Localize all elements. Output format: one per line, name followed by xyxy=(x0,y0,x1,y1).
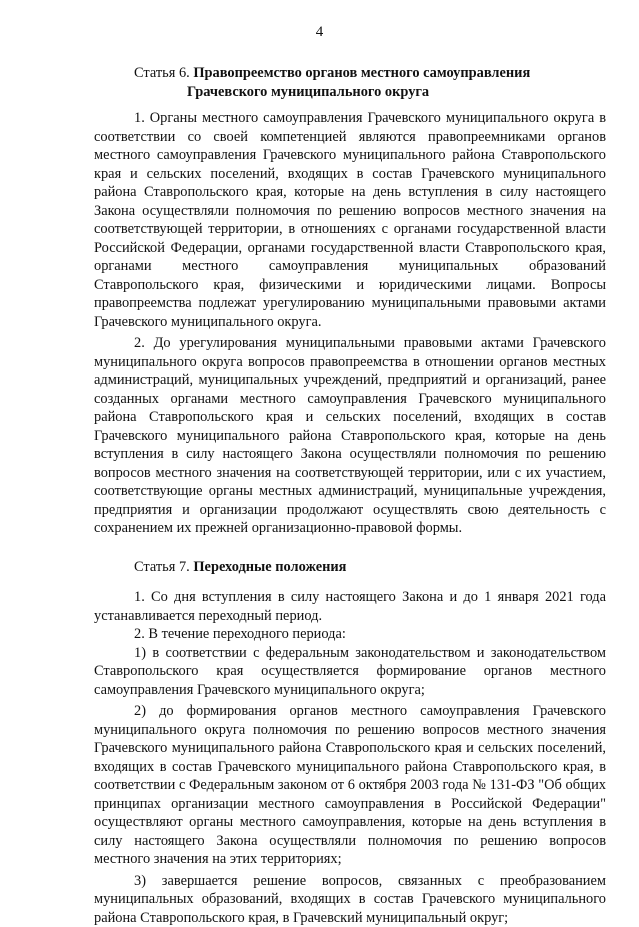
article-7-paragraph-2: 2. В течение переходного периода: xyxy=(94,625,606,644)
article-7-paragraph-1: 1. Со дня вступления в силу настоящего Закона и до 1 января 2021 года устанавливается переходный период. xyxy=(94,588,606,625)
article-7-title: Переходные положения xyxy=(193,559,346,575)
article-7-item-2: 2) до формирования органов местного самоуправления Грачевского муниципального округа полномочия по решению вопросов местного значения Грачевского муниципального района Ставропольского края и сельских поселений, входящих в состав Грачевского муниципального района Ставропольского края, в соответствии с Федеральным законом от 6 октября 2003 года № 131-ФЗ "Об общих принципах организации местного самоуправления в Российской Федерации" осуществляют органы местного самоуправления, которые на день вступления в силу настоящего Закона осуществляли полномочия по решению вопросов местного значения на этих территориях; xyxy=(94,702,606,869)
article-6-title-line1: Правопреемство органов местного самоуправления xyxy=(193,65,530,81)
article-6-paragraph-2: 2. До урегулирования муниципальными правовыми актами Грачевского муниципального округа вопросов правопреемства в отношении органов местных администраций, муниципальных учреждений, предприятий и организаций, ранее созданных органами местного самоуправления Грачевского муниципального района Ставропольского края и сельских поселений, входящих в состав Грачевского муниципального района Ставропольского края, которые на день вступления в силу настоящего Закона осуществляли полномочия по решению вопросов местного значения на соответствующей территории, или с их участием, соответствующие органы местных администраций, муниципальные учреждения, предприятия и организации продолжают осуществлять свою деятельность с сохранением их прежней организационно-правовой формы. xyxy=(94,334,606,538)
article-6-prefix: Статья 6. xyxy=(134,65,190,81)
article-6-paragraph-1: 1. Органы местного самоуправления Грачевского муниципального округа в соответствии со своей компетенцией являются правопреемниками органов местного самоуправления Грачевского муниципального района Ставропольского края и сельских поселений, входящих в состав Грачевского муниципального района Ставропольского края, которые на день вступления в силу настоящего Закона осуществляли полномочия по решению вопросов местного значения на соответствующей территории, в отношениях с органами государственной власти Российской Федерации, органами государственной власти Ставропольского края, органами местного самоуправления муниципальных образований Ставропольского края, физическими и юридическими лицами. Вопросы правопреемства подлежат урегулированию муниципальными правовыми актами Грачевского муниципального округа. xyxy=(94,109,606,331)
article-6-heading xyxy=(94,64,606,101)
article-6-title-line2: Грачевского муниципального округа xyxy=(94,83,606,102)
article-7-item-1: 1) в соответствии с федеральным законодательством и законодательством Ставропольского края осуществляется формирование органов местного самоуправления Грачевского муниципального округа; xyxy=(94,644,606,700)
document-body xyxy=(94,64,606,927)
page-number: 4 xyxy=(0,24,639,41)
article-7-prefix: Статья 7. xyxy=(134,559,190,575)
article-7-heading xyxy=(94,558,606,577)
article-7-item-3: 3) завершается решение вопросов, связанных с преобразованием муниципальных образований, входящих в состав Грачевского муниципального района Ставропольского края, в Грачевский муниципальный округ; xyxy=(94,872,606,927)
